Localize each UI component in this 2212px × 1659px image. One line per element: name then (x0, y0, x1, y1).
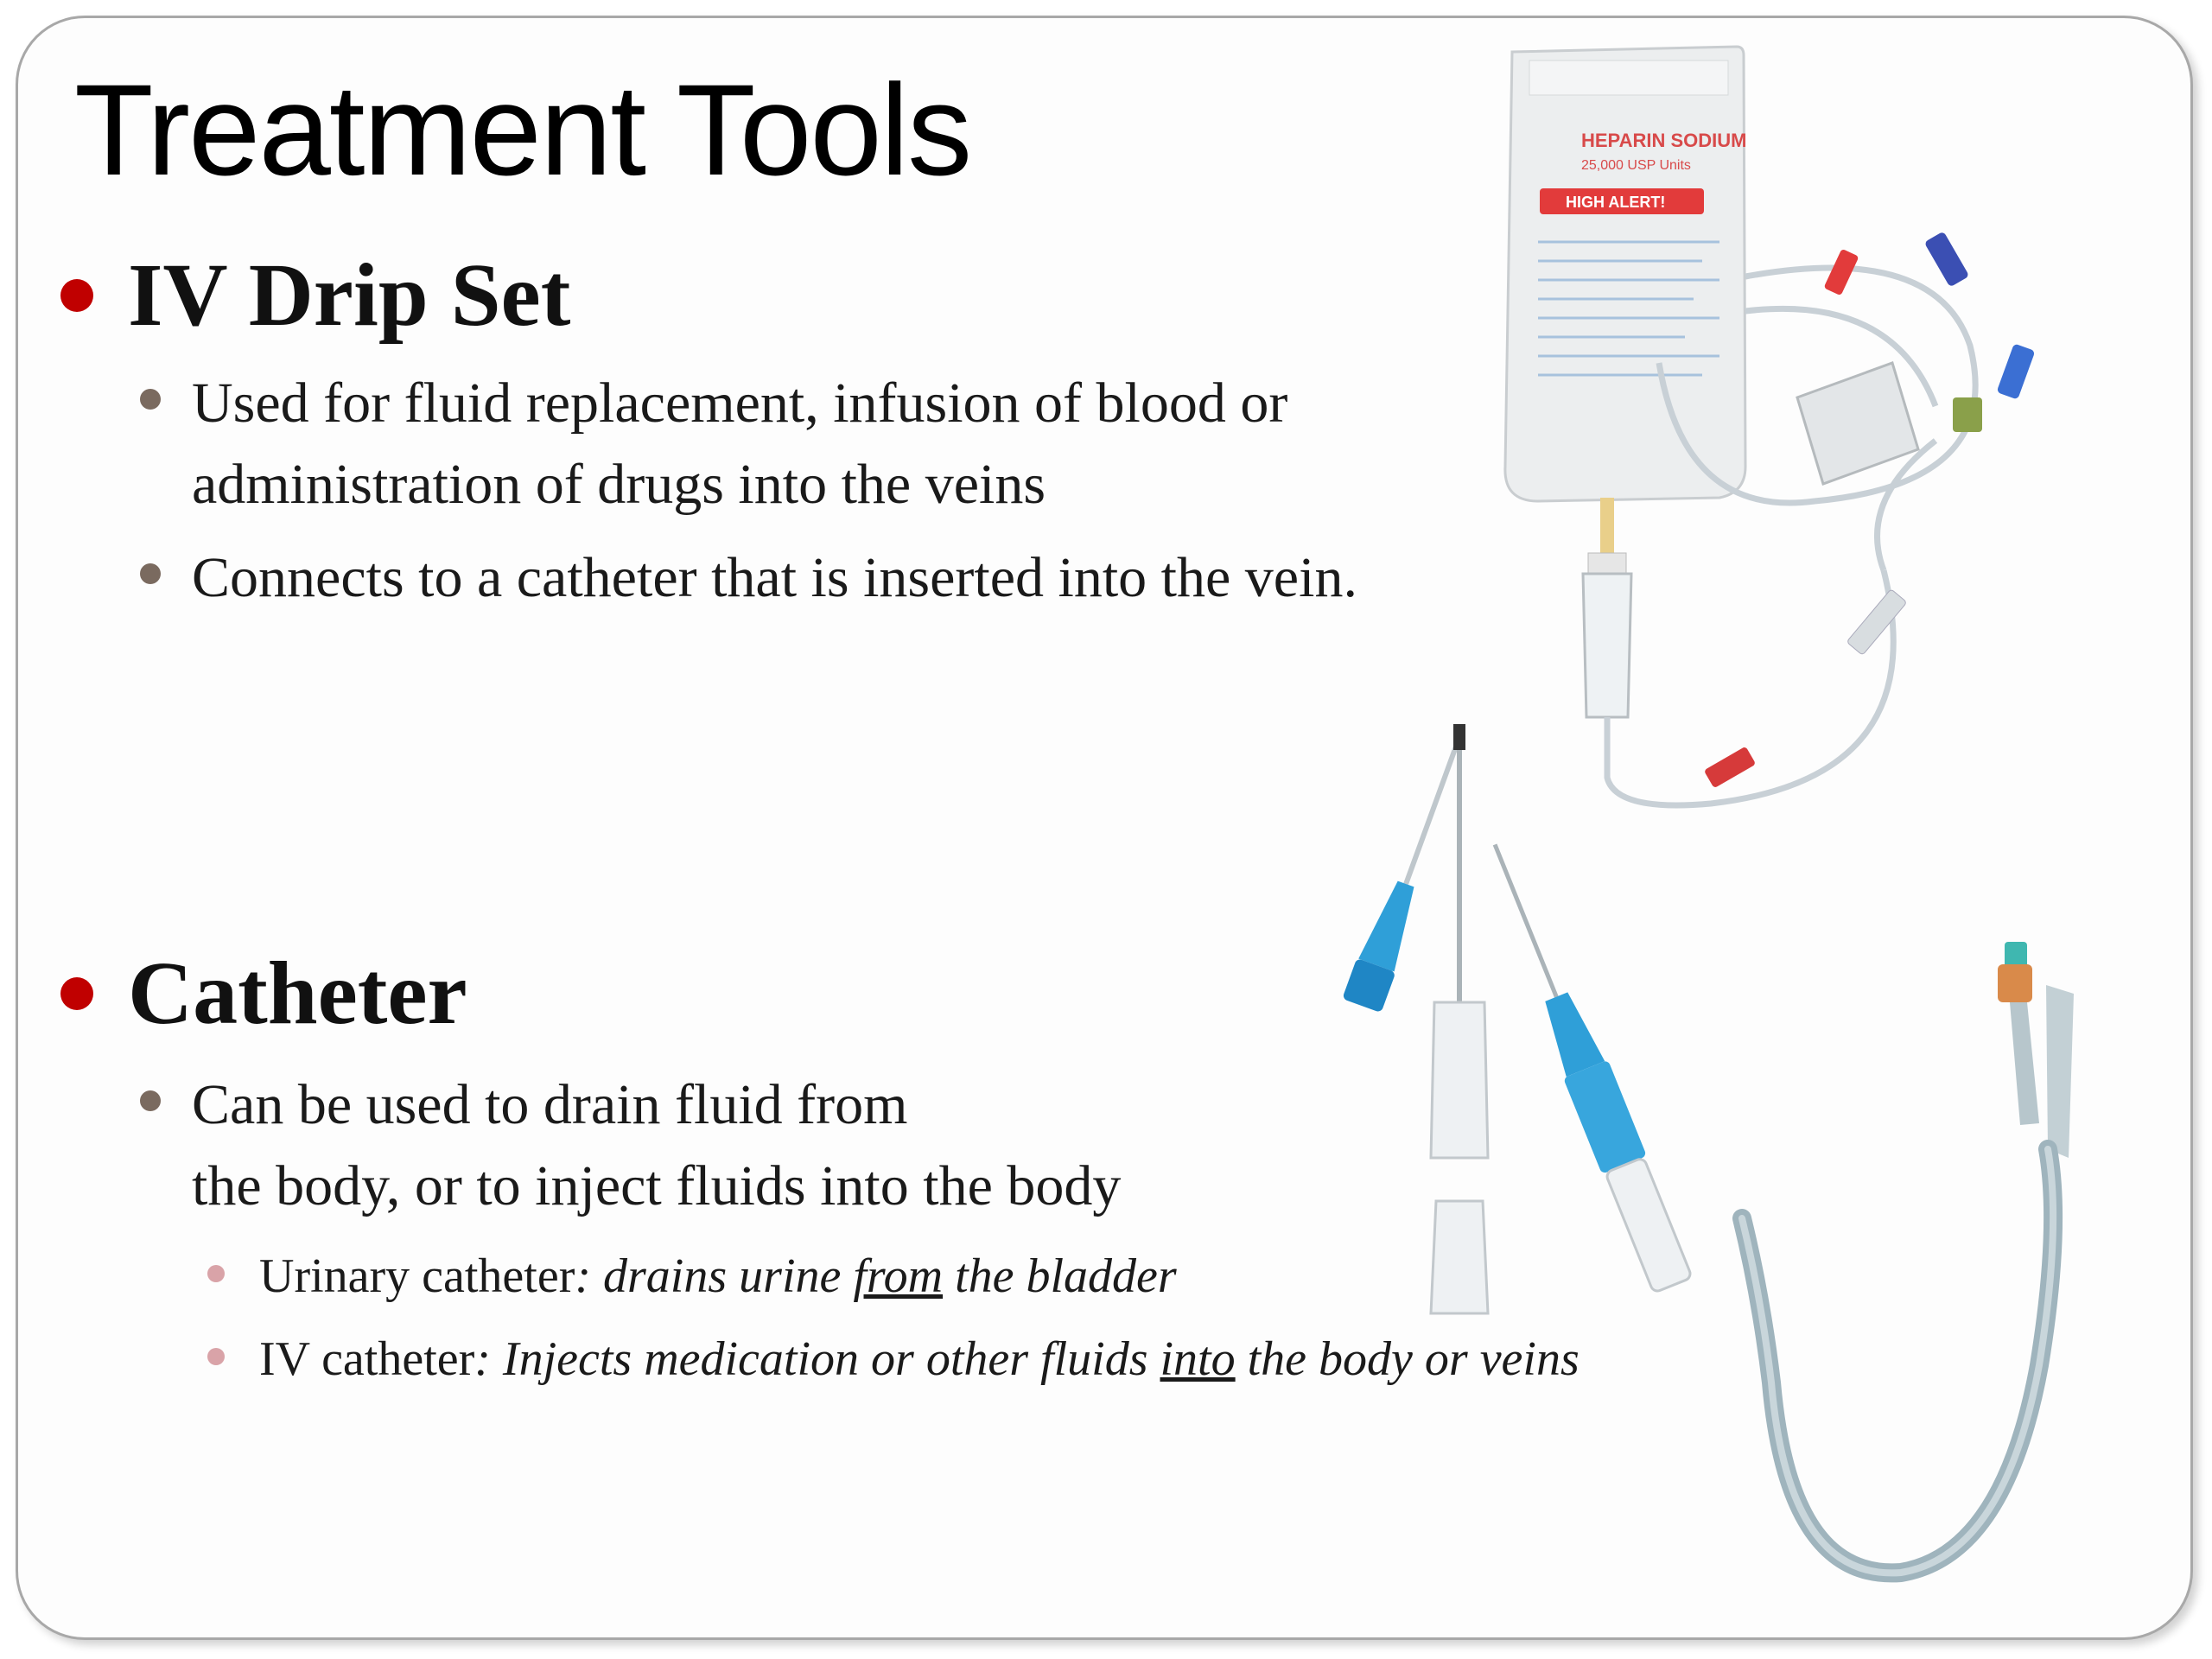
alert-text: HIGH ALERT! (1566, 194, 1666, 211)
urinary-catheter-image (1719, 933, 2117, 1624)
emphasis-word: from (853, 1249, 944, 1303)
bullet-text (192, 1065, 1121, 1227)
bullet-line: administration of drugs into the veins (192, 453, 1046, 516)
iv-bag-label: 25,000 USP Units (1581, 158, 1691, 173)
term-label: Urinary catheter (259, 1249, 575, 1303)
description-part: the bladder (943, 1249, 1177, 1303)
section-heading: IV Drip Set (128, 245, 571, 345)
list-item (140, 363, 1287, 525)
bullet-line: the body, or to inject fluids into the body (192, 1154, 1122, 1217)
sub-bullet-text (259, 1246, 1177, 1306)
list-item (140, 537, 1357, 619)
iv-catheter-image (1262, 709, 1728, 1348)
separator: : (474, 1332, 491, 1386)
bullet-pink-icon (207, 1265, 225, 1282)
iv-bag-label: HEPARIN SODIUM (1581, 130, 1747, 151)
bullet-gray-icon (140, 563, 161, 584)
sub-list-item (207, 1246, 1177, 1306)
bullet-red-icon (60, 977, 93, 1010)
term-label: IV catheter (259, 1332, 475, 1386)
slide-title: Treatment Tools (74, 57, 971, 202)
list-item (140, 1065, 1121, 1227)
emphasis-word: into (1160, 1332, 1236, 1386)
bullet-line: Used for fluid replacement, infusion of blood or (192, 372, 1288, 435)
bullet-text (192, 363, 1287, 525)
bullet-gray-icon (140, 389, 161, 410)
description-part: drains urine (591, 1249, 854, 1303)
bullet-pink-icon (207, 1348, 225, 1365)
bullet-gray-icon (140, 1090, 161, 1111)
separator: : (575, 1249, 591, 1303)
bullet-line: Can be used to drain fluid from (192, 1073, 908, 1136)
description-part: Injects medication or other fluids (490, 1332, 1160, 1386)
section-iv-drip-set (60, 244, 570, 347)
section-catheter (60, 942, 467, 1046)
bullet-red-icon (60, 279, 93, 312)
description-part: the body or veins (1235, 1332, 1580, 1386)
bullet-text: Connects to a catheter that is inserted into the vein. (192, 546, 1357, 609)
section-heading: Catheter (128, 944, 467, 1043)
